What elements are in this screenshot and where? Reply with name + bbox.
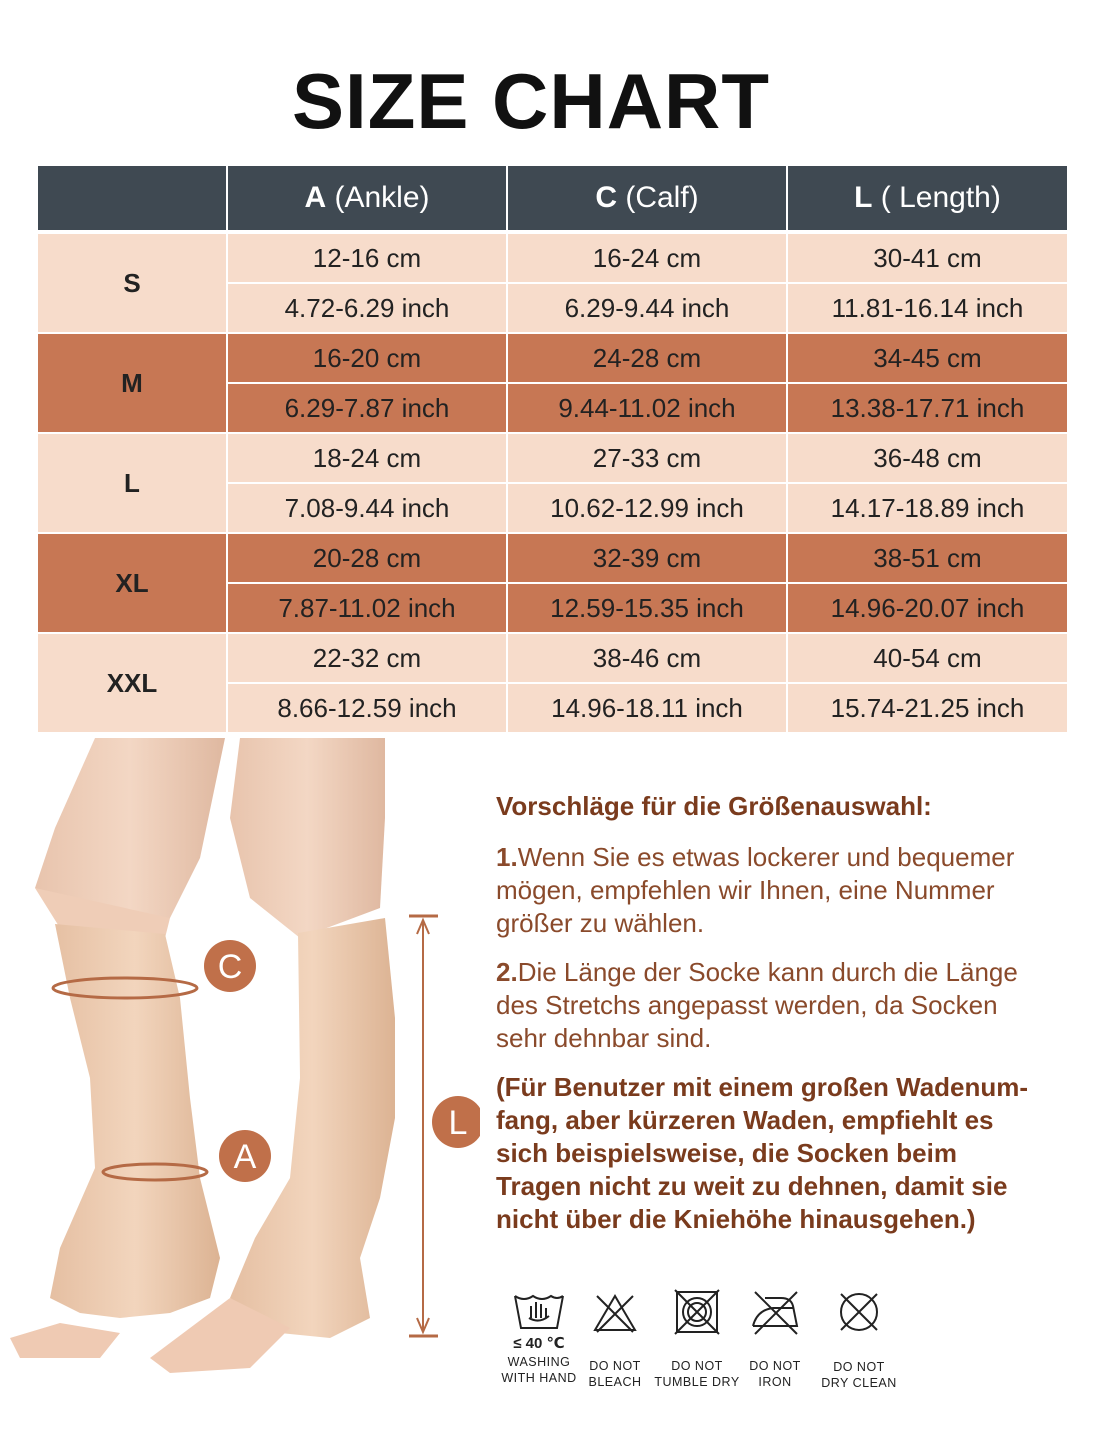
table-cell: 38-46 cm <box>507 633 787 683</box>
care-label-line: DO NOT <box>589 1359 641 1373</box>
care-label-line: WITH HAND <box>501 1371 577 1385</box>
care-item-no-dry-clean <box>814 1288 904 1391</box>
table-cell: 18-24 cm <box>227 433 507 483</box>
care-instructions <box>494 1288 914 1408</box>
size-label-xxl: XXL <box>38 633 227 733</box>
care-item-no-bleach <box>570 1288 660 1390</box>
table-row-s-cm <box>38 232 1067 283</box>
table-cell: 6.29-9.44 inch <box>507 283 787 333</box>
no-tumble-dry-icon <box>667 1288 727 1336</box>
table-cell: 32-39 cm <box>507 533 787 583</box>
page-title: SIZE CHART <box>292 57 770 145</box>
table-row-l-cm <box>38 433 1067 483</box>
table-cell: 14.96-20.07 inch <box>787 583 1067 633</box>
care-label-line: WASHING <box>507 1355 571 1369</box>
table-cell: 22-32 cm <box>227 633 507 683</box>
table-cell: 16-20 cm <box>227 333 507 383</box>
care-label-line: TUMBLE DRY <box>654 1375 740 1389</box>
table-cell: 24-28 cm <box>507 333 787 383</box>
ankle-marker: A <box>233 1138 257 1176</box>
size-table <box>38 166 1067 734</box>
care-label-line: DO NOT <box>833 1360 885 1374</box>
left-sock <box>50 924 220 1318</box>
table-cell: 8.66-12.59 inch <box>227 683 507 733</box>
care-item-no-tumble-dry <box>652 1288 742 1390</box>
table-cell: 30-41 cm <box>787 232 1067 283</box>
table-cell: 38-51 cm <box>787 533 1067 583</box>
table-cell: 15.74-21.25 inch <box>787 683 1067 733</box>
table-cell: 36-48 cm <box>787 433 1067 483</box>
size-label-l: L <box>38 433 227 533</box>
table-row-m-cm <box>38 333 1067 383</box>
care-item-no-iron <box>730 1288 820 1390</box>
care-label-line: DO NOT <box>671 1359 723 1373</box>
table-row-xl-cm <box>38 533 1067 583</box>
header-size <box>38 166 227 232</box>
table-cell: 7.87-11.02 inch <box>227 583 507 633</box>
header-length: L ( Length) <box>787 166 1067 232</box>
table-cell: 16-24 cm <box>507 232 787 283</box>
care-label-line: BLEACH <box>588 1375 642 1389</box>
table-cell: 14.96-18.11 inch <box>507 683 787 733</box>
table-cell: 11.81-16.14 inch <box>787 283 1067 333</box>
right-thigh <box>230 738 385 938</box>
table-cell: 7.08-9.44 inch <box>227 483 507 533</box>
table-cell: 20-28 cm <box>227 533 507 583</box>
calf-marker: C <box>217 948 243 986</box>
hand-wash-icon <box>509 1288 569 1336</box>
care-label-line: IRON <box>758 1375 792 1389</box>
leg-illustration <box>0 738 480 1418</box>
table-cell: 13.38-17.71 inch <box>787 383 1067 433</box>
header-calf: C (Calf) <box>507 166 787 232</box>
size-label-s: S <box>38 232 227 333</box>
table-cell: 10.62-12.99 inch <box>507 483 787 533</box>
no-bleach-icon <box>585 1288 645 1336</box>
table-cell: 6.29-7.87 inch <box>227 383 507 433</box>
table-cell: 12-16 cm <box>227 232 507 283</box>
table-cell: 9.44-11.02 inch <box>507 383 787 433</box>
care-label-line: DO NOT <box>749 1359 801 1373</box>
size-label-xl: XL <box>38 533 227 633</box>
no-dry-clean-icon <box>829 1288 889 1336</box>
no-iron-icon <box>745 1288 805 1336</box>
left-toes <box>10 1323 120 1358</box>
size-label-m: M <box>38 333 227 433</box>
care-temp: ≤ 40 ℃ <box>513 1335 565 1352</box>
right-sock <box>230 918 395 1338</box>
table-header-row <box>38 166 1067 232</box>
advice-tip-1: 1.Wenn Sie es etwas lockerer und bequemer mögen, empfehlen wir Ihnen, eine Nummer größer zu wählen. <box>496 842 1015 938</box>
table-cell: 12.59-15.35 inch <box>507 583 787 633</box>
header-ankle: A (Ankle) <box>227 166 507 232</box>
table-cell: 14.17-18.89 inch <box>787 483 1067 533</box>
table-cell: 34-45 cm <box>787 333 1067 383</box>
advice-note: (Für Benutzer mit einem großen Wadenum- fang, aber kürzeren Waden, empfiehlt es sich beispielsweise, die Socken beim Tragen nicht zu weit zu dehnen, damit sie nicht über die Kniehöhe hinausgehen.) <box>496 1072 1029 1234</box>
table-cell: 40-54 cm <box>787 633 1067 683</box>
advice-heading: Vorschläge für die Größenauswahl: <box>496 791 932 821</box>
size-advice <box>496 790 1096 1252</box>
length-marker: L <box>448 1104 468 1142</box>
table-row-xxl-cm <box>38 633 1067 683</box>
table-cell: 27-33 cm <box>507 433 787 483</box>
advice-tip-2: 2.Die Länge der Socke kann durch die Länge des Stretchs angepasst werden, da Socken sehr dehnbar sind. <box>496 957 1018 1053</box>
care-label-line: DRY CLEAN <box>821 1376 897 1390</box>
table-cell: 4.72-6.29 inch <box>227 283 507 333</box>
